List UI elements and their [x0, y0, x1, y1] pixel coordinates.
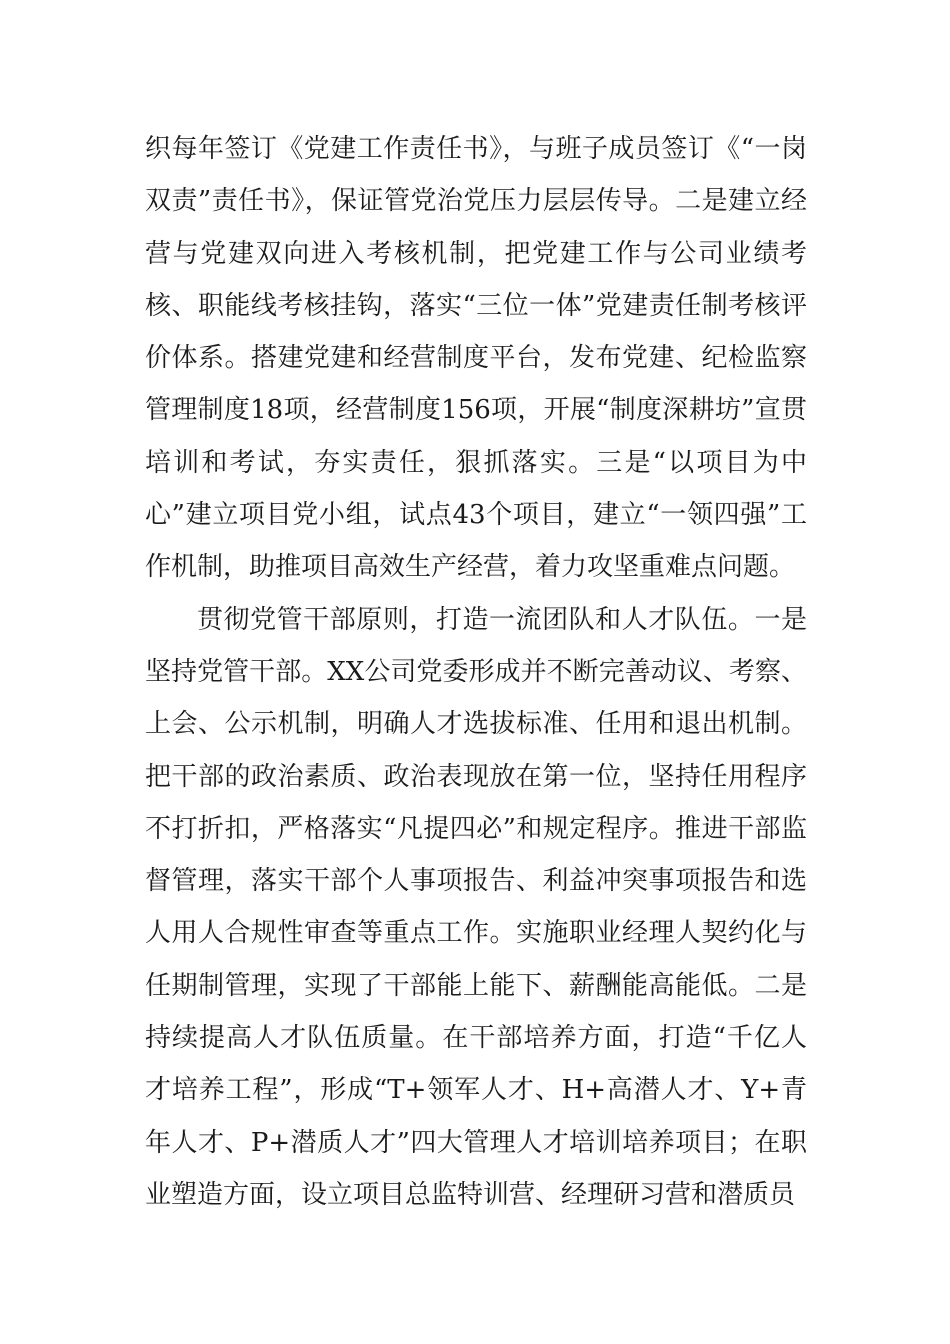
document-body	[145, 123, 807, 1221]
paragraph-continued: 织每年签订《党建工作责任书》，与班子成员签订《“一岗双责”责任书》，保证管党治党压力层层传导。二是建立经营与党建双向进入考核机制，把党建工作与公司业绩考核、职能线考核挂钩，落实“三位一体”党建责任制考核评价体系。搭建党建和经营制度平台，发布党建、纪检监察管理制度18项，经营制度156项，开展“制度深耕坊”宣贯培训和考试，夯实责任，狠抓落实。三是“以项目为中心”建立项目党小组，试点43个项目，建立“一领四强”工作机制，助推项目高效生产经营，着力攻坚重难点问题。	[145, 134, 807, 583]
paragraph-cadre-management: 贯彻党管干部原则，打造一流团队和人才队伍。一是坚持党管干部。XX公司党委形成并不断完善动议、考察、上会、公示机制，明确人才选拔标准、任用和退出机制。把干部的政治素质、政治表现放在第一位，坚持任用程序不打折扣，严格落实“凡提四必”和规定程序。推进干部监督管理，落实干部个人事项报告、利益冲突事项报告和选人用人合规性审查等重点工作。实施职业经理人契约化与任期制管理，实现了干部能上能下、薪酬能高能低。二是持续提高人才队伍质量。在干部培养方面，打造“千亿人才培养工程”，形成“T+领军人才、H+高潜人才、Y+青年人才、P+潜质人才”四大管理人才培训培养项目；在职业塑造方面，设立项目总监特训营、经理研习营和潜质员	[145, 604, 807, 1210]
